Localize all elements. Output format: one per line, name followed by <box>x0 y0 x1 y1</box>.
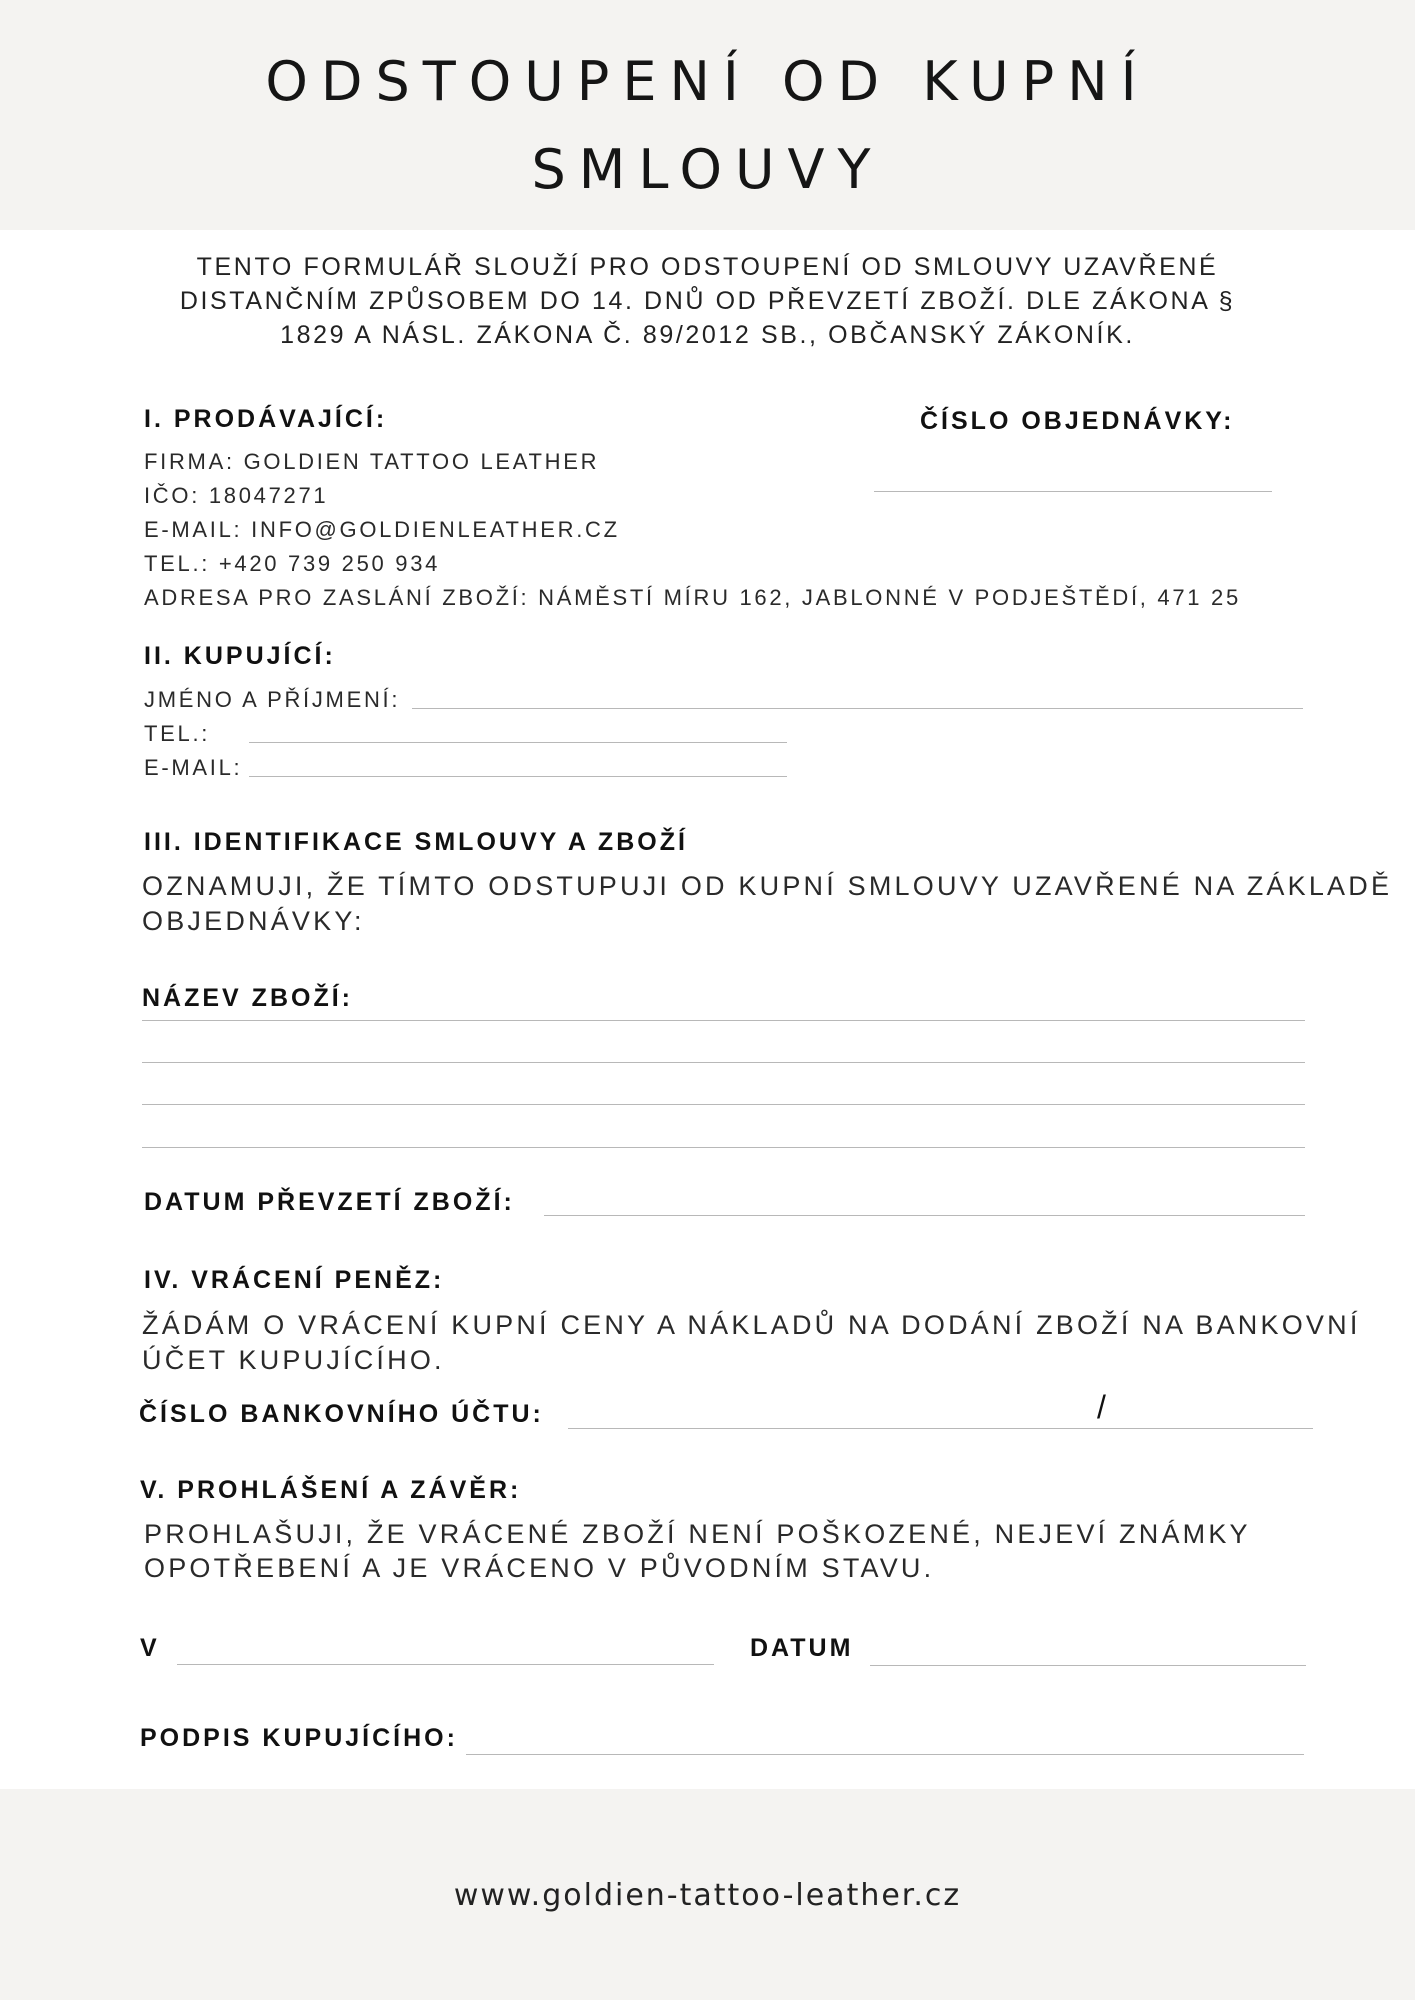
intro-line3: 1829 A NÁSL. ZÁKONA Č. 89/2012 SB., OBČANSKÝ ZÁKONÍK. <box>280 321 1135 349</box>
seller-email: E-MAIL: INFO@GOLDIENLEATHER.CZ <box>144 517 620 542</box>
order-number-field[interactable] <box>874 491 1272 492</box>
received-date-label: DATUM PŘEVZETÍ ZBOŽÍ: <box>144 1188 515 1216</box>
identification-text-line1: OZNAMUJI, ŽE TÍMTO ODSTUPUJI OD KUPNÍ SMLOUVY UZAVŘENÉ NA ZÁKLADĚ <box>142 871 1393 901</box>
goods-name-line[interactable] <box>142 1020 1305 1021</box>
footer-website-link[interactable]: www.goldien-tattoo-leather.cz <box>453 1878 962 1913</box>
refund-text-line1: ŽÁDÁM O VRÁCENÍ KUPNÍ CENY A NÁKLADŮ NA DODÁNÍ ZBOŽÍ NA BANKOVNÍ <box>142 1310 1361 1340</box>
buyer-name-field[interactable] <box>412 708 1303 709</box>
goods-name-label: NÁZEV ZBOŽÍ: <box>142 984 353 1012</box>
seller-address: ADRESA PRO ZASLÁNÍ ZBOŽÍ: NÁMĚSTÍ MÍRU 162, JABLONNÉ V PODJEŠTĚDÍ, 471 25 <box>144 585 1241 610</box>
buyer-heading: II. KUPUJÍCÍ: <box>144 642 336 670</box>
place-label: V <box>140 1634 160 1662</box>
declaration-text-line2: OPOTŘEBENÍ A JE VRÁCENO V PŮVODNÍM STAVU. <box>144 1553 935 1583</box>
page-title-line1: ODSTOUPENÍ OD KUPNÍ <box>265 50 1150 113</box>
buyer-phone-label: TEL.: <box>144 721 211 746</box>
seller-phone: TEL.: +420 739 250 934 <box>144 551 441 576</box>
seller-ico: IČO: 18047271 <box>144 483 329 508</box>
received-date-field[interactable] <box>544 1215 1305 1216</box>
buyer-name-label: JMÉNO A PŘÍJMENÍ: <box>144 687 401 712</box>
buyer-phone-field[interactable] <box>249 742 787 743</box>
signature-field[interactable] <box>466 1754 1304 1755</box>
seller-heading: I. PRODÁVAJÍCÍ: <box>144 405 388 433</box>
refund-text-line2: ÚČET KUPUJÍCÍHO. <box>142 1345 445 1375</box>
declaration-text-line1: PROHLAŠUJI, ŽE VRÁCENÉ ZBOŽÍ NENÍ POŠKOZENÉ, NEJEVÍ ZNÁMKY <box>144 1519 1251 1549</box>
signing-date-label: DATUM <box>750 1634 854 1662</box>
order-number-heading: ČÍSLO OBJEDNÁVKY: <box>920 407 1235 435</box>
place-field[interactable] <box>177 1664 714 1665</box>
bank-account-field[interactable] <box>568 1428 1313 1429</box>
buyer-email-label: E-MAIL: <box>144 755 243 780</box>
intro-line2: DISTANČNÍM ZPŮSOBEM DO 14. DNŮ OD PŘEVZETÍ ZBOŽÍ. DLE ZÁKONA § <box>179 287 1236 315</box>
page-title-line2: SMLOUVY <box>531 138 884 201</box>
declaration-heading: V. PROHLÁŠENÍ A ZÁVĚR: <box>140 1476 522 1504</box>
intro-line1: TENTO FORMULÁŘ SLOUŽÍ PRO ODSTOUPENÍ OD SMLOUVY UZAVŘENÉ <box>196 253 1219 281</box>
signing-date-field[interactable] <box>870 1665 1306 1666</box>
refund-heading: IV. VRÁCENÍ PENĚZ: <box>144 1266 445 1294</box>
buyer-email-field[interactable] <box>249 776 787 777</box>
goods-name-line[interactable] <box>142 1062 1305 1063</box>
goods-name-line[interactable] <box>142 1104 1305 1105</box>
identification-heading: III. IDENTIFIKACE SMLOUVY A ZBOŽÍ <box>144 828 688 856</box>
seller-company: FIRMA: GOLDIEN TATTOO LEATHER <box>144 449 600 474</box>
bank-code-separator: / <box>1097 1389 1106 1425</box>
bank-account-label: ČÍSLO BANKOVNÍHO ÚČTU: <box>139 1400 544 1428</box>
goods-name-line[interactable] <box>142 1147 1305 1148</box>
identification-text-line2: OBJEDNÁVKY: <box>142 906 365 936</box>
signature-label: PODPIS KUPUJÍCÍHO: <box>140 1724 458 1752</box>
